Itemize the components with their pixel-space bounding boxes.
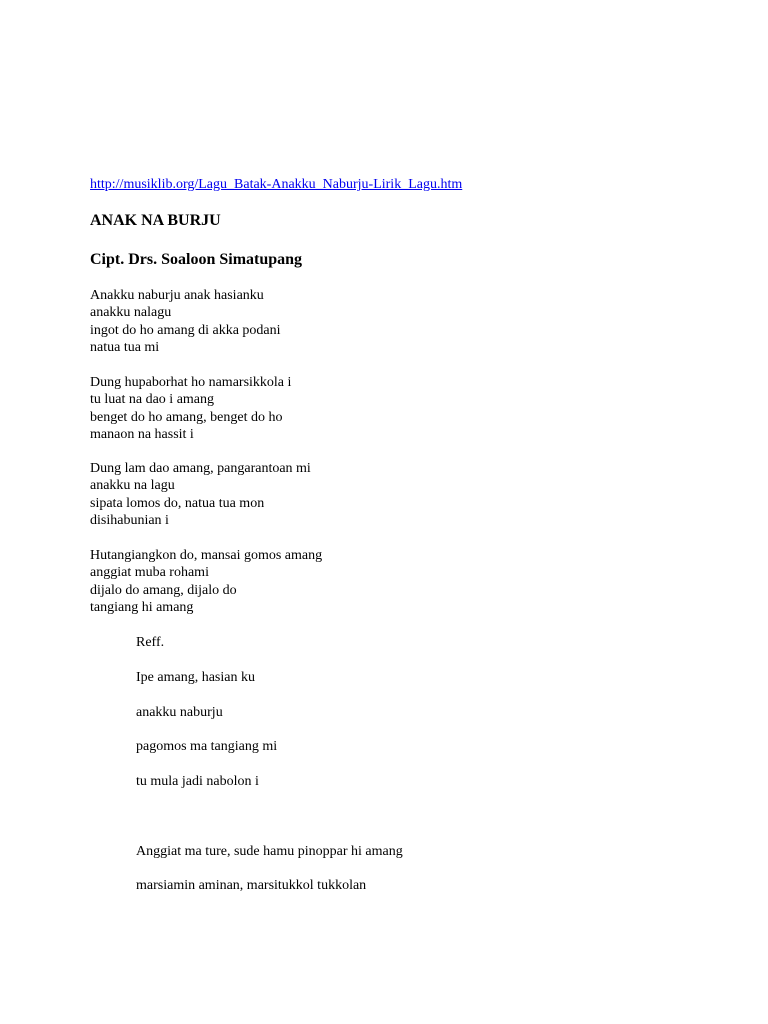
reff-line: anakku naburju [136, 705, 223, 720]
lyric-line: disihabunian i [90, 512, 169, 528]
reff-line: pagomos ma tangiang mi [136, 739, 278, 754]
lyric-line: tu luat na dao i amang [90, 392, 215, 408]
reff-line: tu mula jadi nabolon i [136, 774, 259, 789]
lyric-line: dijalo do amang, dijalo do [90, 582, 237, 598]
song-title: ANAK NA BURJU [90, 212, 221, 229]
source-link[interactable]: http://musiklib.org/Lagu_Batak-Anakku_Naburju-Lirik_Lagu.htm [90, 177, 463, 192]
stanza-2 [90, 374, 291, 443]
reff-line: Anggiat ma ture, sude hamu pinoppar hi amang [136, 844, 403, 859]
lyric-line: anakku na lagu [90, 478, 175, 494]
stanza-1 [90, 287, 281, 356]
stanza-3 [90, 460, 311, 529]
lyric-line: anggiat muba rohami [90, 565, 209, 581]
lyric-line: ingot do ho amang di akka podani [90, 322, 281, 338]
lyric-line: Dung lam dao amang, pangarantoan mi [90, 461, 311, 476]
stanza-4 [90, 547, 322, 616]
lyric-line: Anakku naburju anak hasianku [90, 288, 264, 303]
lyric-line: natua tua mi [90, 339, 160, 355]
lyric-line: tangiang hi amang [90, 599, 194, 615]
reff-line: Ipe amang, hasian ku [136, 670, 255, 685]
lyric-line: Hutangiangkon do, mansai gomos amang [90, 548, 323, 563]
reff-line: marsiamin aminan, marsitukkol tukkolan [136, 878, 367, 893]
lyric-line: benget do ho amang, benget do ho [90, 409, 283, 425]
lyric-line: anakku nalagu [90, 305, 172, 321]
lyric-line: Dung hupaborhat ho namarsikkola i [90, 375, 292, 390]
lyric-line: manaon na hassit i [90, 426, 194, 442]
lyric-line: sipata lomos do, natua tua mon [90, 495, 265, 511]
reff-label: Reff. [136, 635, 165, 650]
composer-credit: Cipt. Drs. Soaloon Simatupang [90, 251, 303, 268]
